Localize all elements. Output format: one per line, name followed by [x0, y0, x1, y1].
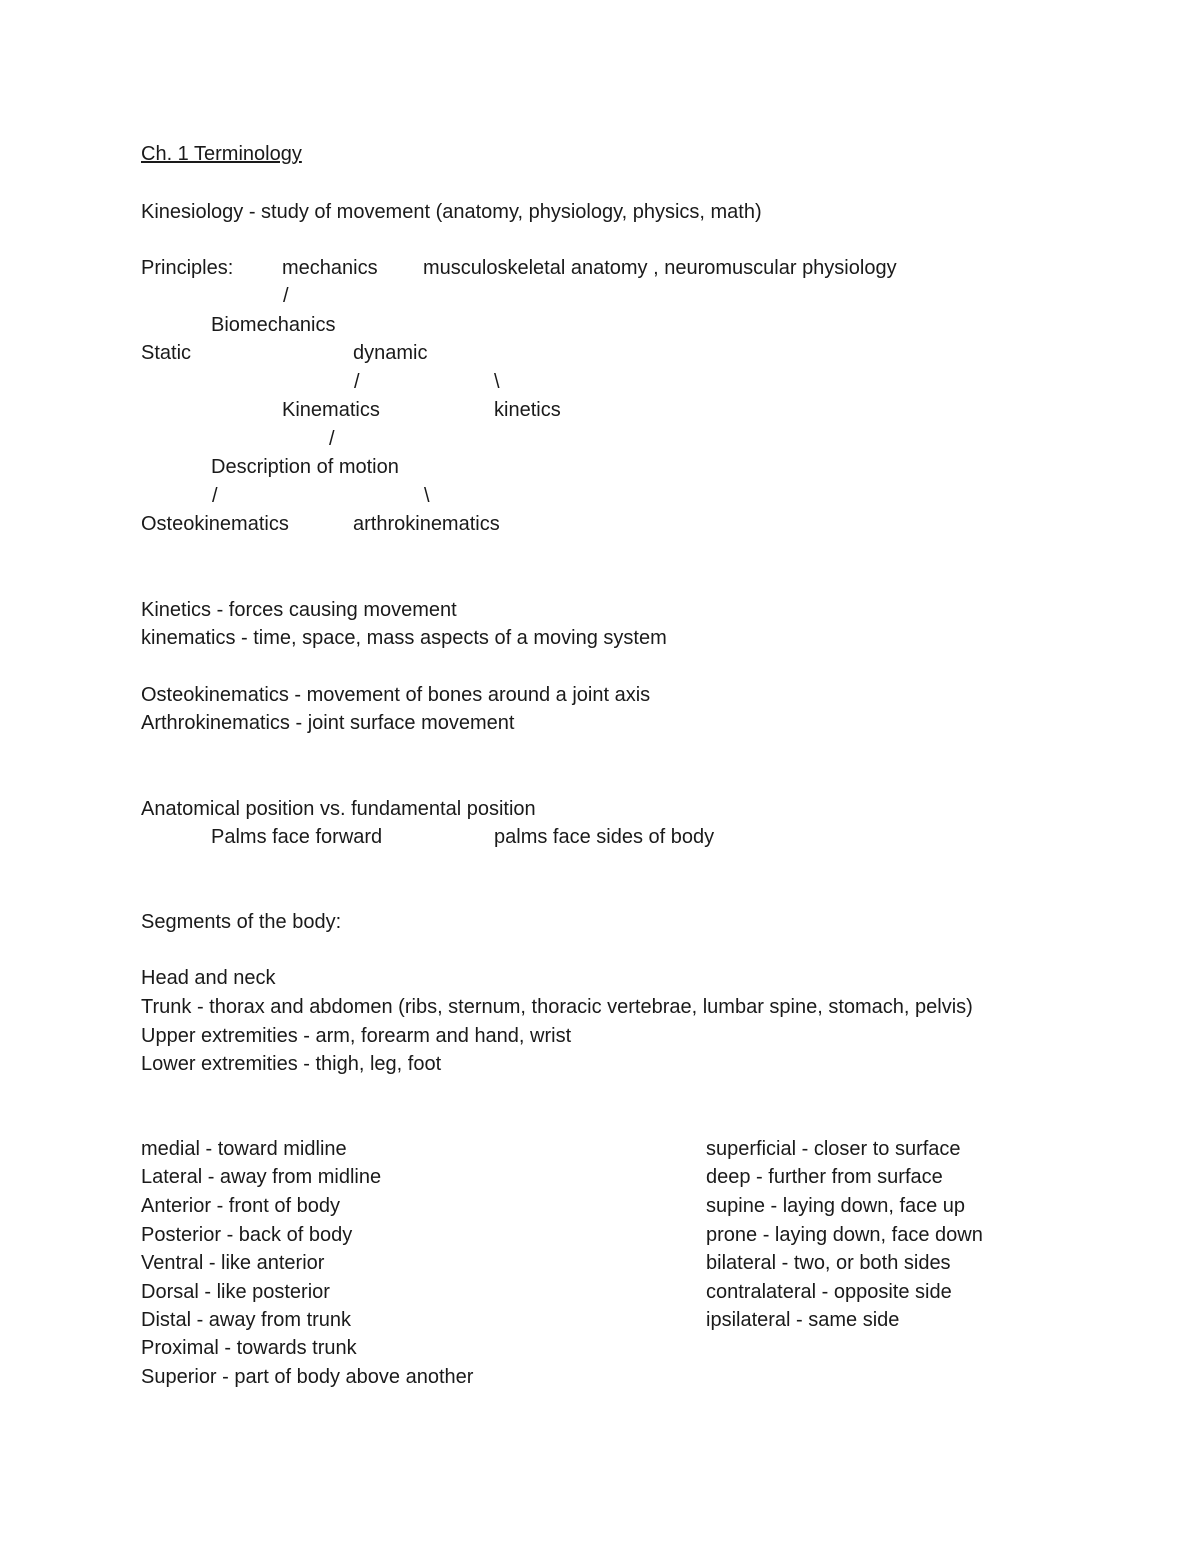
page-title: Ch. 1 Terminology [141, 143, 302, 165]
kinesiology-definition: Kinesiology - study of movement (anatomy, physiology, physics, math) [141, 201, 762, 223]
principles-label: Principles: [141, 257, 234, 279]
segment-item: Trunk - thorax and abdomen (ribs, sternum, thoracic vertebrae, lumbar spine, stomach, pelvis) [141, 996, 973, 1018]
term-left: Distal - away from trunk [141, 1309, 352, 1331]
tree-node-static: Static [141, 342, 192, 364]
tree-node-kinematics: Kinematics [282, 399, 380, 421]
term-right: ipsilateral - same side [706, 1309, 900, 1331]
segments-heading: Segments of the body: [141, 911, 342, 933]
principle-mechanics: mechanics [282, 257, 378, 279]
tree-node-dynamic: dynamic [353, 342, 428, 364]
term-right: bilateral - two, or both sides [706, 1252, 951, 1274]
tree-node-description: Description of motion [211, 456, 399, 478]
tree-node-osteokinematics: Osteokinematics [141, 513, 289, 535]
term-left: medial - toward midline [141, 1138, 347, 1160]
term-right: superficial - closer to surface [706, 1138, 961, 1160]
segment-item: Lower extremities - thigh, leg, foot [141, 1053, 442, 1075]
fundamental-position-note: palms face sides of body [494, 826, 715, 848]
term-left: Lateral - away from midline [141, 1166, 382, 1188]
term-left: Posterior - back of body [141, 1224, 353, 1246]
tree-connector: / [283, 285, 289, 307]
term-right: deep - further from surface [706, 1166, 943, 1188]
tree-node-kinetics: kinetics [494, 399, 561, 421]
tree-connector: \ [494, 371, 500, 393]
segment-item: Upper extremities - arm, forearm and hand, wrist [141, 1025, 572, 1047]
tree-connector: \ [424, 485, 430, 507]
definition-line: Osteokinematics - movement of bones around a joint axis [141, 684, 651, 706]
tree-connector: / [354, 371, 360, 393]
term-right: supine - laying down, face up [706, 1195, 966, 1217]
tree-connector: / [329, 428, 335, 450]
principle-others: musculoskeletal anatomy , neuromuscular physiology [423, 257, 897, 279]
term-left: Superior - part of body above another [141, 1366, 474, 1388]
term-left: Anterior - front of body [141, 1195, 340, 1217]
definition-line: Arthrokinematics - joint surface movement [141, 712, 515, 734]
term-left: Dorsal - like posterior [141, 1281, 330, 1303]
term-right: prone - laying down, face down [706, 1224, 983, 1246]
anatomical-position-note: Palms face forward [211, 826, 383, 848]
term-left: Ventral - like anterior [141, 1252, 325, 1274]
definition-line: kinematics - time, space, mass aspects of a moving system [141, 627, 667, 649]
term-left: Proximal - towards trunk [141, 1337, 357, 1359]
segment-item: Head and neck [141, 967, 276, 989]
tree-connector: / [212, 485, 218, 507]
positions-heading: Anatomical position vs. fundamental position [141, 798, 536, 820]
tree-node-biomechanics: Biomechanics [211, 314, 336, 336]
tree-node-arthrokinematics: arthrokinematics [353, 513, 500, 535]
definition-line: Kinetics - forces causing movement [141, 599, 457, 621]
term-right: contralateral - opposite side [706, 1281, 952, 1303]
